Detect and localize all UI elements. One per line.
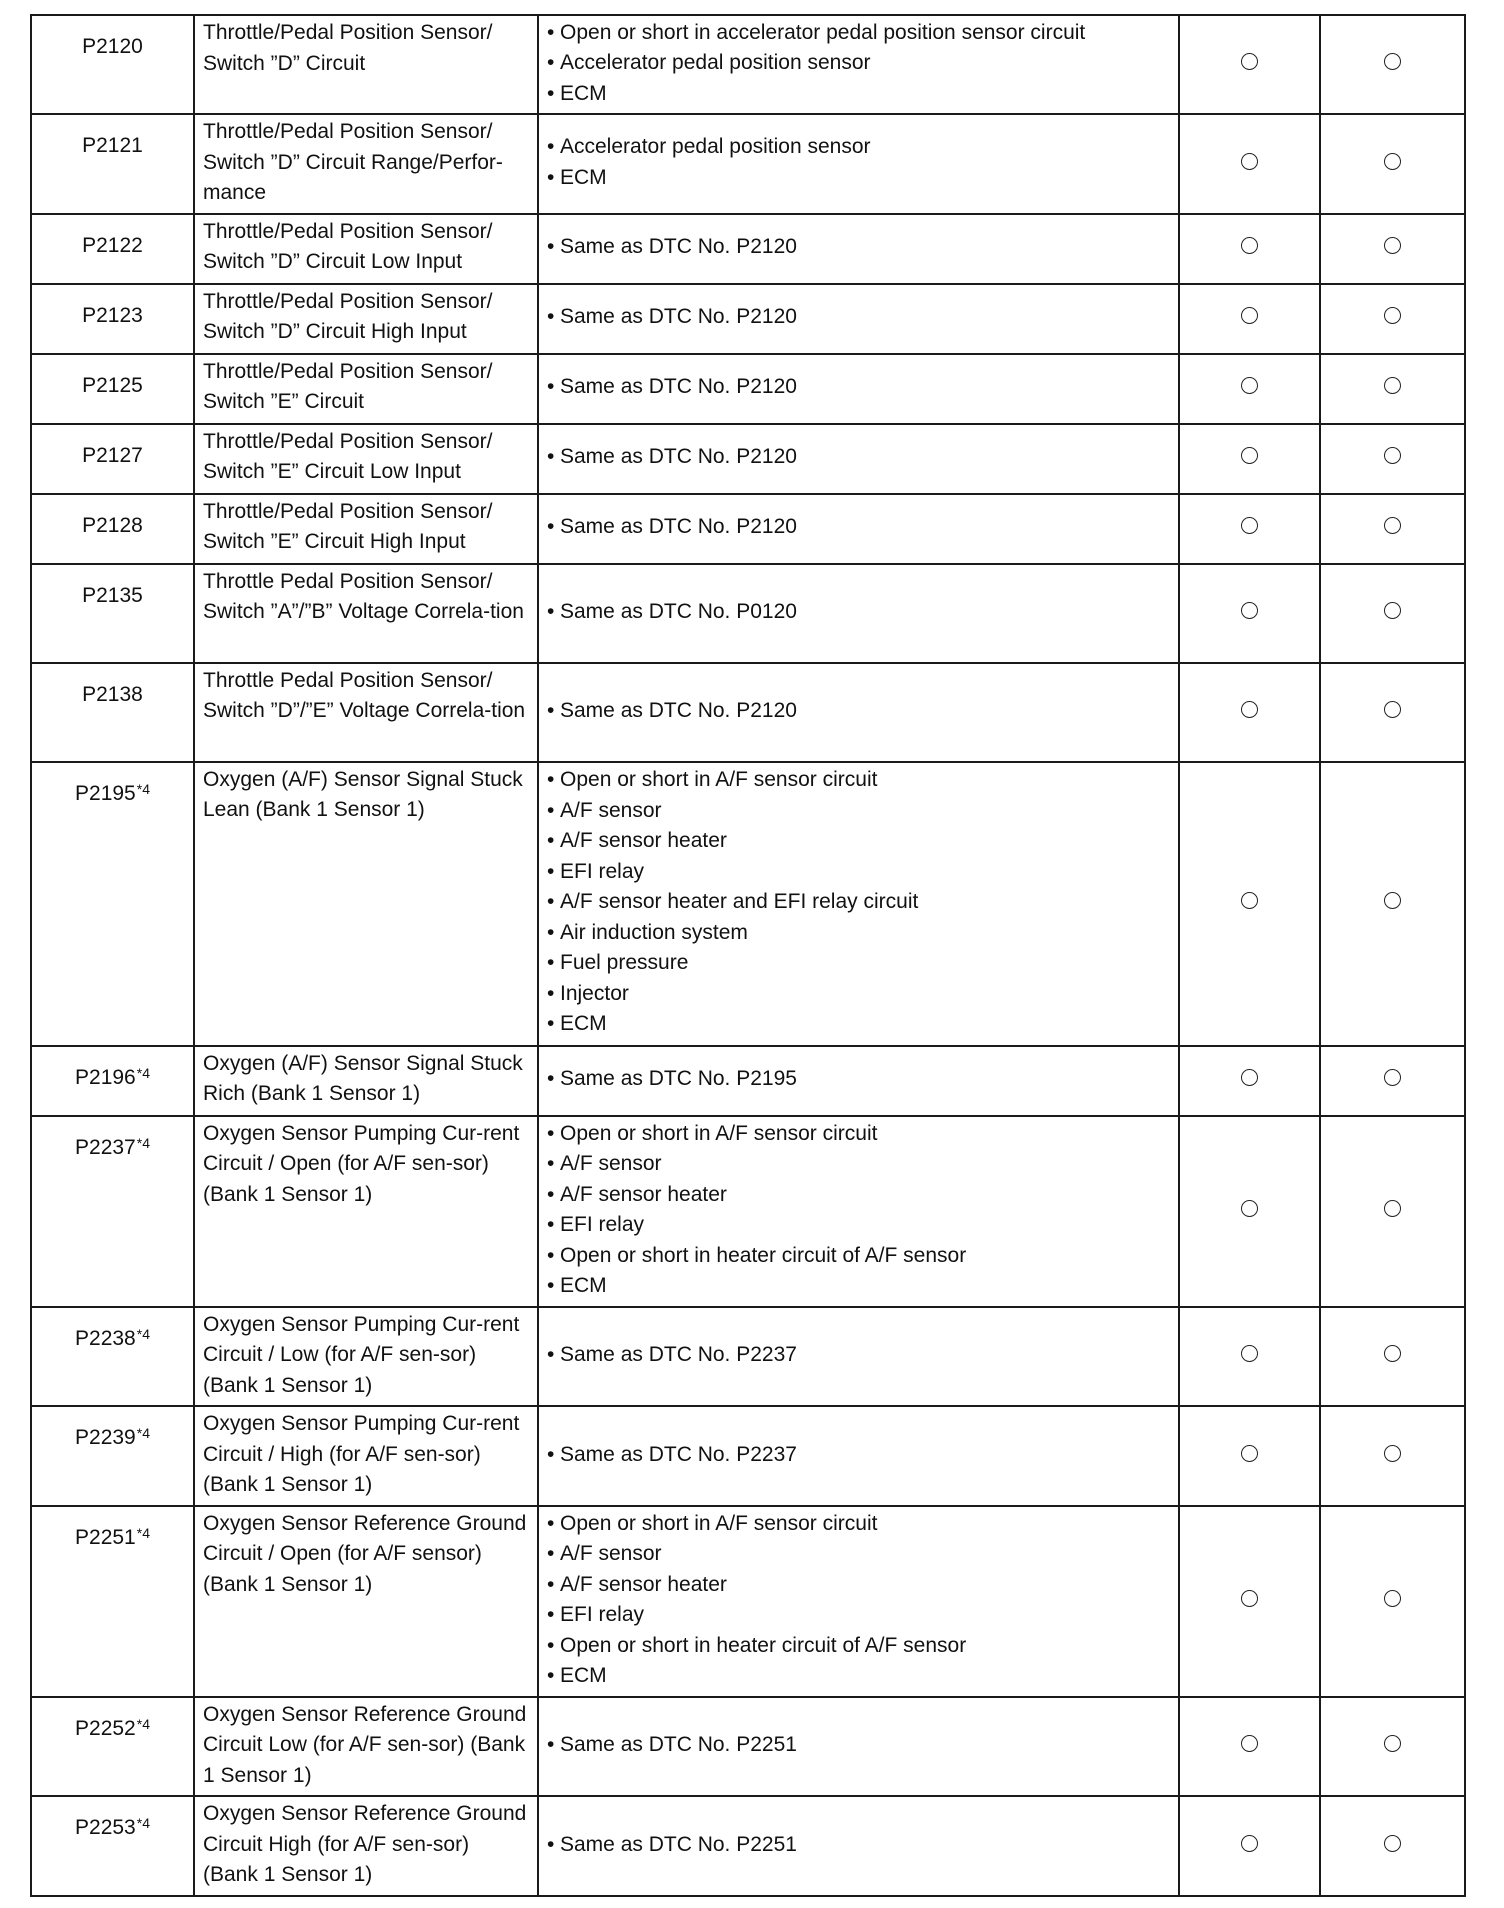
circle-mark-icon [1384, 53, 1401, 70]
mil-cell [1179, 1307, 1320, 1407]
circle-mark-icon [1241, 892, 1258, 909]
table-row [31, 424, 1465, 494]
trouble-area-cell [538, 1506, 1179, 1697]
list-item: • Same as DTC No. P2120 [547, 696, 1170, 727]
trouble-area-list [547, 512, 1170, 543]
dtc-detection-item: Oxygen (A/F) Sensor Signal Stuck Rich (Bank 1 Sensor 1) [203, 1051, 523, 1105]
dtc-detection-item: Throttle/Pedal Position Sensor/ Switch ”E” Circuit High Input [203, 499, 493, 553]
dtc-code-cell [31, 1307, 194, 1407]
circle-mark-icon [1384, 1445, 1401, 1462]
dtc-detection-item-cell [194, 424, 538, 494]
circle-mark-icon [1384, 1590, 1401, 1607]
dtc-code: P2127 [82, 443, 143, 467]
list-item: • ECM [547, 79, 1170, 110]
list-item: • EFI relay [547, 1210, 1170, 1241]
trouble-area-cell [538, 564, 1179, 663]
table-row [31, 564, 1465, 663]
memory-cell [1320, 284, 1465, 354]
dtc-code-cell [31, 1116, 194, 1307]
dtc-code-cell [31, 1506, 194, 1697]
trouble-area-list [547, 1340, 1170, 1371]
mil-cell [1179, 564, 1320, 663]
dtc-code: P2125 [82, 373, 143, 397]
circle-mark-icon [1384, 237, 1401, 254]
dtc-note-mark: *4 [136, 1715, 150, 1732]
circle-mark-icon [1241, 1445, 1258, 1462]
circle-mark-icon [1384, 1735, 1401, 1752]
list-item: • Same as DTC No. P2120 [547, 512, 1170, 543]
trouble-area-cell [538, 1116, 1179, 1307]
mil-cell [1179, 1796, 1320, 1896]
list-item: • A/F sensor heater [547, 1180, 1170, 1211]
dtc-detection-item-cell [194, 1307, 538, 1407]
circle-mark-icon [1384, 602, 1401, 619]
memory-cell [1320, 1506, 1465, 1697]
dtc-detection-item-cell [194, 663, 538, 762]
memory-cell [1320, 564, 1465, 663]
list-item: • Same as DTC No. P2120 [547, 232, 1170, 263]
trouble-area-list [547, 1730, 1170, 1761]
dtc-detection-item-cell [194, 354, 538, 424]
dtc-code: P2196 [75, 1065, 136, 1089]
circle-mark-icon [1384, 1200, 1401, 1217]
dtc-note-mark: *4 [136, 1064, 150, 1081]
list-item: • A/F sensor heater [547, 1570, 1170, 1601]
trouble-area-list [547, 302, 1170, 333]
circle-mark-icon [1384, 1069, 1401, 1086]
mil-cell [1179, 1046, 1320, 1116]
circle-mark-icon [1241, 307, 1258, 324]
dtc-note-mark: *4 [136, 1325, 150, 1342]
trouble-area-cell [538, 1046, 1179, 1116]
circle-mark-icon [1384, 517, 1401, 534]
trouble-area-list [547, 442, 1170, 473]
dtc-code: P2120 [82, 35, 143, 58]
memory-cell [1320, 494, 1465, 564]
table-row [31, 214, 1465, 284]
circle-mark-icon [1384, 447, 1401, 464]
memory-cell [1320, 15, 1465, 114]
dtc-table [30, 14, 1466, 1897]
trouble-area-list [547, 765, 1170, 1040]
circle-mark-icon [1241, 1735, 1258, 1752]
table-row [31, 15, 1465, 114]
memory-cell [1320, 762, 1465, 1046]
memory-cell [1320, 1406, 1465, 1506]
memory-cell [1320, 1796, 1465, 1896]
trouble-area-list [547, 696, 1170, 727]
list-item: • Same as DTC No. P2237 [547, 1440, 1170, 1471]
circle-mark-icon [1241, 1590, 1258, 1607]
list-item: • A/F sensor heater and EFI relay circuit [547, 887, 1170, 918]
dtc-detection-item: Oxygen Sensor Reference Ground Circuit High (for A/F sen-sor) (Bank 1 Sensor 1) [203, 1802, 527, 1886]
table-row [31, 284, 1465, 354]
list-item: • Air induction system [547, 918, 1170, 949]
list-item: • Same as DTC No. P2195 [547, 1064, 1170, 1095]
list-item: • Accelerator pedal position sensor [547, 132, 1170, 163]
dtc-code-cell [31, 15, 194, 114]
dtc-detection-item-cell [194, 1116, 538, 1307]
trouble-area-cell [538, 1697, 1179, 1797]
trouble-area-list [547, 1509, 1170, 1692]
dtc-code: P2239 [75, 1426, 136, 1449]
memory-cell [1320, 1116, 1465, 1307]
circle-mark-icon [1241, 701, 1258, 718]
list-item: • ECM [547, 1271, 1170, 1302]
dtc-code-cell [31, 214, 194, 284]
list-item: • A/F sensor [547, 1149, 1170, 1180]
list-item: • Same as DTC No. P2120 [547, 302, 1170, 333]
dtc-detection-item-cell [194, 494, 538, 564]
dtc-code-cell [31, 114, 194, 214]
dtc-code: P2138 [82, 682, 143, 706]
trouble-area-list [547, 372, 1170, 403]
dtc-table-body [31, 15, 1465, 1896]
dtc-code: P2253 [75, 1816, 136, 1839]
circle-mark-icon [1384, 377, 1401, 394]
trouble-area-list [547, 597, 1170, 628]
circle-mark-icon [1384, 892, 1401, 909]
dtc-detection-item-cell [194, 284, 538, 354]
list-item: • A/F sensor [547, 796, 1170, 827]
trouble-area-cell [538, 284, 1179, 354]
memory-cell [1320, 424, 1465, 494]
list-item: • Same as DTC No. P2237 [547, 1340, 1170, 1371]
dtc-code: P2237 [75, 1135, 136, 1159]
table-row [31, 114, 1465, 214]
dtc-code: P2122 [82, 233, 143, 257]
dtc-code-cell [31, 1046, 194, 1116]
dtc-detection-item: Throttle/Pedal Position Sensor/ Switch ”D” Circuit Low Input [203, 219, 493, 273]
list-item: • Same as DTC No. P2251 [547, 1830, 1170, 1861]
table-row [31, 1406, 1465, 1506]
dtc-detection-item: Throttle/Pedal Position Sensor/ Switch ”D” Circuit Range/Perfor-mance [203, 120, 503, 204]
list-item: • Accelerator pedal position sensor [547, 48, 1170, 79]
mil-cell [1179, 762, 1320, 1046]
dtc-code: P2121 [82, 134, 143, 157]
trouble-area-list [547, 1064, 1170, 1095]
dtc-note-mark: *4 [136, 1134, 150, 1151]
dtc-code-cell [31, 354, 194, 424]
trouble-area-list [547, 232, 1170, 263]
list-item: • Injector [547, 979, 1170, 1010]
dtc-code: P2135 [82, 583, 143, 607]
memory-cell [1320, 354, 1465, 424]
circle-mark-icon [1241, 237, 1258, 254]
list-item: • Same as DTC No. P2120 [547, 442, 1170, 473]
table-row [31, 1116, 1465, 1307]
circle-mark-icon [1241, 153, 1258, 170]
dtc-code-cell [31, 1406, 194, 1506]
circle-mark-icon [1241, 1200, 1258, 1217]
dtc-code-cell [31, 494, 194, 564]
dtc-detection-item: Throttle/Pedal Position Sensor/ Switch ”E” Circuit Low Input [203, 429, 493, 483]
list-item: • Open or short in heater circuit of A/F sensor [547, 1631, 1170, 1662]
circle-mark-icon [1241, 1069, 1258, 1086]
memory-cell [1320, 663, 1465, 762]
mil-cell [1179, 494, 1320, 564]
table-row [31, 1506, 1465, 1697]
mil-cell [1179, 1697, 1320, 1797]
memory-cell [1320, 114, 1465, 214]
dtc-detection-item-cell [194, 1697, 538, 1797]
list-item: • Same as DTC No. P0120 [547, 597, 1170, 628]
dtc-code: P2123 [82, 303, 143, 327]
list-item: • Same as DTC No. P2251 [547, 1730, 1170, 1761]
dtc-detection-item: Throttle Pedal Position Sensor/ Switch ”D”/”E” Voltage Correla-tion [203, 668, 526, 722]
trouble-area-list [547, 18, 1170, 110]
table-row [31, 1796, 1465, 1896]
circle-mark-icon [1384, 307, 1401, 324]
trouble-area-cell [538, 762, 1179, 1046]
circle-mark-icon [1241, 517, 1258, 534]
circle-mark-icon [1241, 1835, 1258, 1852]
dtc-detection-item-cell [194, 214, 538, 284]
dtc-code: P2252 [75, 1716, 136, 1740]
dtc-code: P2128 [82, 513, 143, 537]
trouble-area-list [547, 1119, 1170, 1302]
table-row [31, 494, 1465, 564]
mil-cell [1179, 1406, 1320, 1506]
dtc-detection-item-cell [194, 1046, 538, 1116]
dtc-note-mark: *4 [136, 780, 150, 797]
memory-cell [1320, 1046, 1465, 1116]
trouble-area-cell [538, 663, 1179, 762]
circle-mark-icon [1384, 1835, 1401, 1852]
list-item: • EFI relay [547, 1600, 1170, 1631]
mil-cell [1179, 663, 1320, 762]
memory-cell [1320, 1697, 1465, 1797]
dtc-detection-item: Throttle/Pedal Position Sensor/ Switch ”D” Circuit [203, 21, 493, 75]
dtc-detection-item-cell [194, 564, 538, 663]
list-item: • Open or short in A/F sensor circuit [547, 1509, 1170, 1540]
dtc-detection-item-cell [194, 1796, 538, 1896]
dtc-code: P2251 [75, 1525, 136, 1549]
table-row [31, 1307, 1465, 1407]
dtc-code-cell [31, 663, 194, 762]
trouble-area-cell [538, 424, 1179, 494]
dtc-detection-item-cell [194, 762, 538, 1046]
mil-cell [1179, 1116, 1320, 1307]
trouble-area-cell [538, 15, 1179, 114]
table-row [31, 354, 1465, 424]
dtc-detection-item: Oxygen Sensor Pumping Cur-rent Circuit / Open (for A/F sen-sor) (Bank 1 Sensor 1) [203, 1121, 520, 1206]
list-item: • Open or short in heater circuit of A/F sensor [547, 1241, 1170, 1272]
dtc-note-mark: *4 [136, 1815, 150, 1831]
dtc-code-cell [31, 284, 194, 354]
mil-cell [1179, 114, 1320, 214]
dtc-note-mark: *4 [136, 1524, 150, 1541]
circle-mark-icon [1384, 701, 1401, 718]
circle-mark-icon [1241, 377, 1258, 394]
dtc-detection-item-cell [194, 1406, 538, 1506]
circle-mark-icon [1384, 1345, 1401, 1362]
list-item: • ECM [547, 163, 1170, 194]
list-item: • ECM [547, 1661, 1170, 1692]
mil-cell [1179, 284, 1320, 354]
mil-cell [1179, 214, 1320, 284]
dtc-detection-item: Oxygen Sensor Reference Ground Circuit Low (for A/F sen-sor) (Bank 1 Sensor 1) [203, 1702, 527, 1787]
mil-cell [1179, 424, 1320, 494]
dtc-detection-item: Throttle/Pedal Position Sensor/ Switch ”E” Circuit [203, 359, 493, 413]
list-item: • Open or short in A/F sensor circuit [547, 765, 1170, 796]
trouble-area-list [547, 132, 1170, 193]
memory-cell [1320, 214, 1465, 284]
dtc-note-mark: *4 [136, 1425, 150, 1441]
dtc-code: P2238 [75, 1326, 136, 1350]
trouble-area-cell [538, 1796, 1179, 1896]
circle-mark-icon [1241, 447, 1258, 464]
dtc-detection-item-cell [194, 15, 538, 114]
table-row [31, 1046, 1465, 1116]
trouble-area-cell [538, 214, 1179, 284]
mil-cell [1179, 15, 1320, 114]
trouble-area-cell [538, 354, 1179, 424]
trouble-area-cell [538, 1307, 1179, 1407]
dtc-code-cell [31, 1697, 194, 1797]
mil-cell [1179, 354, 1320, 424]
circle-mark-icon [1241, 1345, 1258, 1362]
list-item: • ECM [547, 1009, 1170, 1040]
list-item: • EFI relay [547, 857, 1170, 888]
circle-mark-icon [1241, 53, 1258, 70]
trouble-area-cell [538, 114, 1179, 214]
list-item: • A/F sensor [547, 1539, 1170, 1570]
dtc-detection-item: Throttle Pedal Position Sensor/ Switch ”A”/”B” Voltage Correla-tion [203, 569, 524, 623]
table-row [31, 762, 1465, 1046]
dtc-detection-item: Oxygen Sensor Pumping Cur-rent Circuit / High (for A/F sen-sor) (Bank 1 Sensor 1) [203, 1412, 520, 1496]
circle-mark-icon [1384, 153, 1401, 170]
dtc-code-cell [31, 564, 194, 663]
dtc-detection-item: Oxygen Sensor Reference Ground Circuit / Open (for A/F sensor) (Bank 1 Sensor 1) [203, 1511, 527, 1596]
dtc-code-cell [31, 1796, 194, 1896]
dtc-code: P2195 [75, 781, 136, 805]
mil-cell [1179, 1506, 1320, 1697]
dtc-detection-item-cell [194, 114, 538, 214]
dtc-code-cell [31, 762, 194, 1046]
trouble-area-list [547, 1830, 1170, 1861]
dtc-detection-item: Oxygen (A/F) Sensor Signal Stuck Lean (Bank 1 Sensor 1) [203, 767, 523, 821]
memory-cell [1320, 1307, 1465, 1407]
circle-mark-icon [1241, 602, 1258, 619]
trouble-area-list [547, 1440, 1170, 1471]
dtc-detection-item: Oxygen Sensor Pumping Cur-rent Circuit / Low (for A/F sen-sor) (Bank 1 Sensor 1) [203, 1312, 520, 1397]
dtc-code-cell [31, 424, 194, 494]
list-item: • Fuel pressure [547, 948, 1170, 979]
list-item: • Open or short in A/F sensor circuit [547, 1119, 1170, 1150]
trouble-area-cell [538, 1406, 1179, 1506]
dtc-detection-item-cell [194, 1506, 538, 1697]
list-item: • A/F sensor heater [547, 826, 1170, 857]
dtc-detection-item: Throttle/Pedal Position Sensor/ Switch ”D” Circuit High Input [203, 289, 493, 343]
list-item: • Open or short in accelerator pedal position sensor circuit [547, 18, 1170, 49]
trouble-area-cell [538, 494, 1179, 564]
table-row [31, 1697, 1465, 1797]
table-row [31, 663, 1465, 762]
list-item: • Same as DTC No. P2120 [547, 372, 1170, 403]
